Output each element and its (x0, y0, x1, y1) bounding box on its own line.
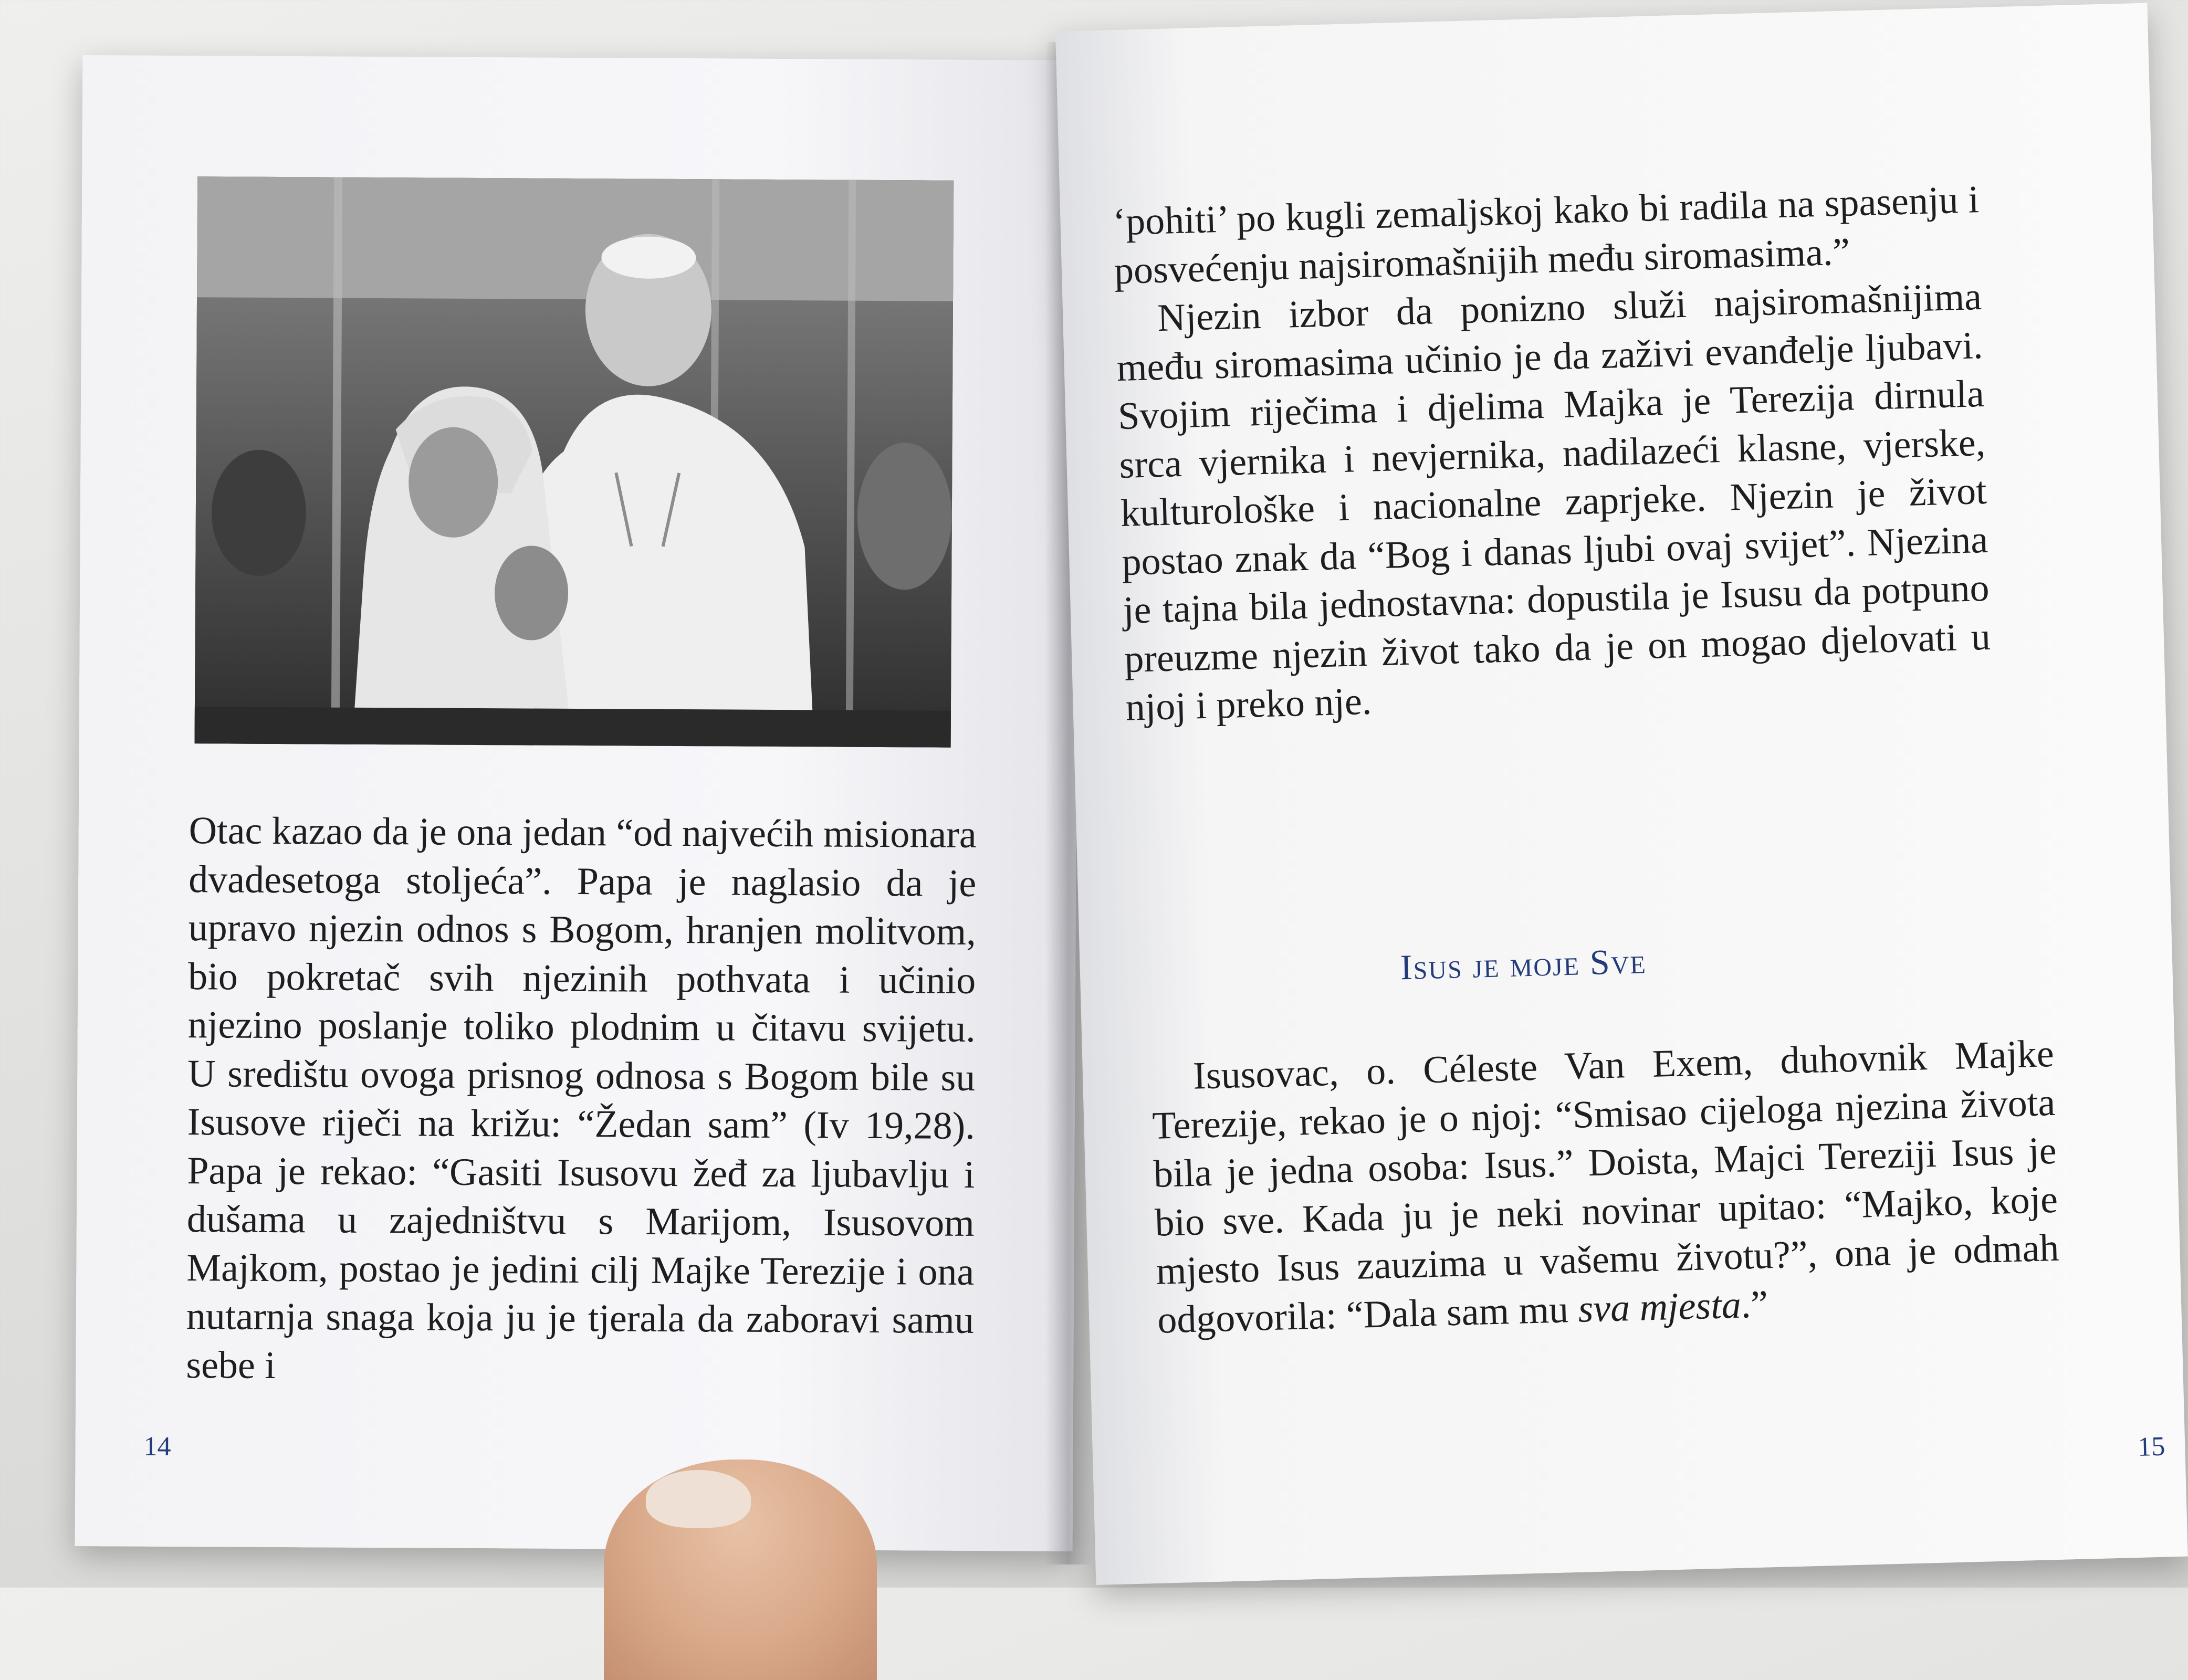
right-paragraph-3-end: .” (1740, 1282, 1769, 1327)
section-title: Isus je moje Sve (1399, 941, 1647, 988)
page-number-right: 15 (2137, 1431, 2166, 1462)
right-page-text-block (1112, 175, 1992, 732)
right-paragraph-1: ‘pohiti’ po kugli zemaljskoj kako bi radila na spasenju i posvećenju najsiromašnijih među siromasima.” (1112, 178, 1980, 292)
left-page-paragraph: Otac kazao da je ona jedan “od najvećih misionara dvadesetoga stoljeća”. Papa je naglasio da je upravo njezin odnos s Bogom, hranjen molitvom, bio pokretač svih njezinih pothvata i učinio njezino poslanje toliko plodnim u čitavu svijetu. U središtu ovoga prisnog odnosa s Bogom bile su Isusove riječi na križu: “Žedan sam” (Iv 19,28). Papa je rekao: “Gasiti Isusovu žeđ za ljubavlju i dušama u zajedništvu s Marijom, Isusovom Majkom, postao je jedini cilj Majke Terezije i ona nutarnja snaga koja ju je tjerala da zaboravi samu sebe i (186, 809, 977, 1387)
right-paragraph-3-main: Isusovac, o. Céleste Van Exem, duhovnik Majke Terezije, rekao je o njoj: “Smisao cijeloga njezina života bila je jedna osoba: Isus.” Doista, Majci Tereziji Isus je bio sve. Kada ju je neki novinar upitao: “Majko, koje mjesto Isus zauzima u vašemu životu?”, ona je odmah odgovorila: “Dala sam mu (1151, 1032, 2060, 1342)
photo-pope-and-mother-teresa (195, 176, 954, 748)
right-paragraph-3-emphasis: sva mjesta (1577, 1283, 1742, 1331)
right-page (1055, 3, 2188, 1585)
thumbnail-nail (646, 1470, 751, 1528)
left-page (75, 55, 1081, 1551)
photo-pope-and-mother-teresa-icon (195, 176, 954, 748)
right-paragraph-3 (1150, 1030, 2061, 1345)
right-paragraph-2: Njezin izbor da ponizno služi najsiromašnijima među siromasima učinio je da zaživi evanđelje ljubavi. Svojim riječima i djelima Majka je Terezija dirnula srca vjernika i nevjernika, nadilazeći klasne, vjerske, kulturološke i nacionalne zaprjeke. Njezin je život postao znak da “Bog i danas ljubi ovaj svijet”. Njezina je tajna bila jednostavna: dopustila je Isusu da potpuno preuzme njezin život tako da je on mogao djelovati u njoj i preko nje. (1116, 275, 1991, 729)
page-number-left: 14 (143, 1431, 171, 1462)
